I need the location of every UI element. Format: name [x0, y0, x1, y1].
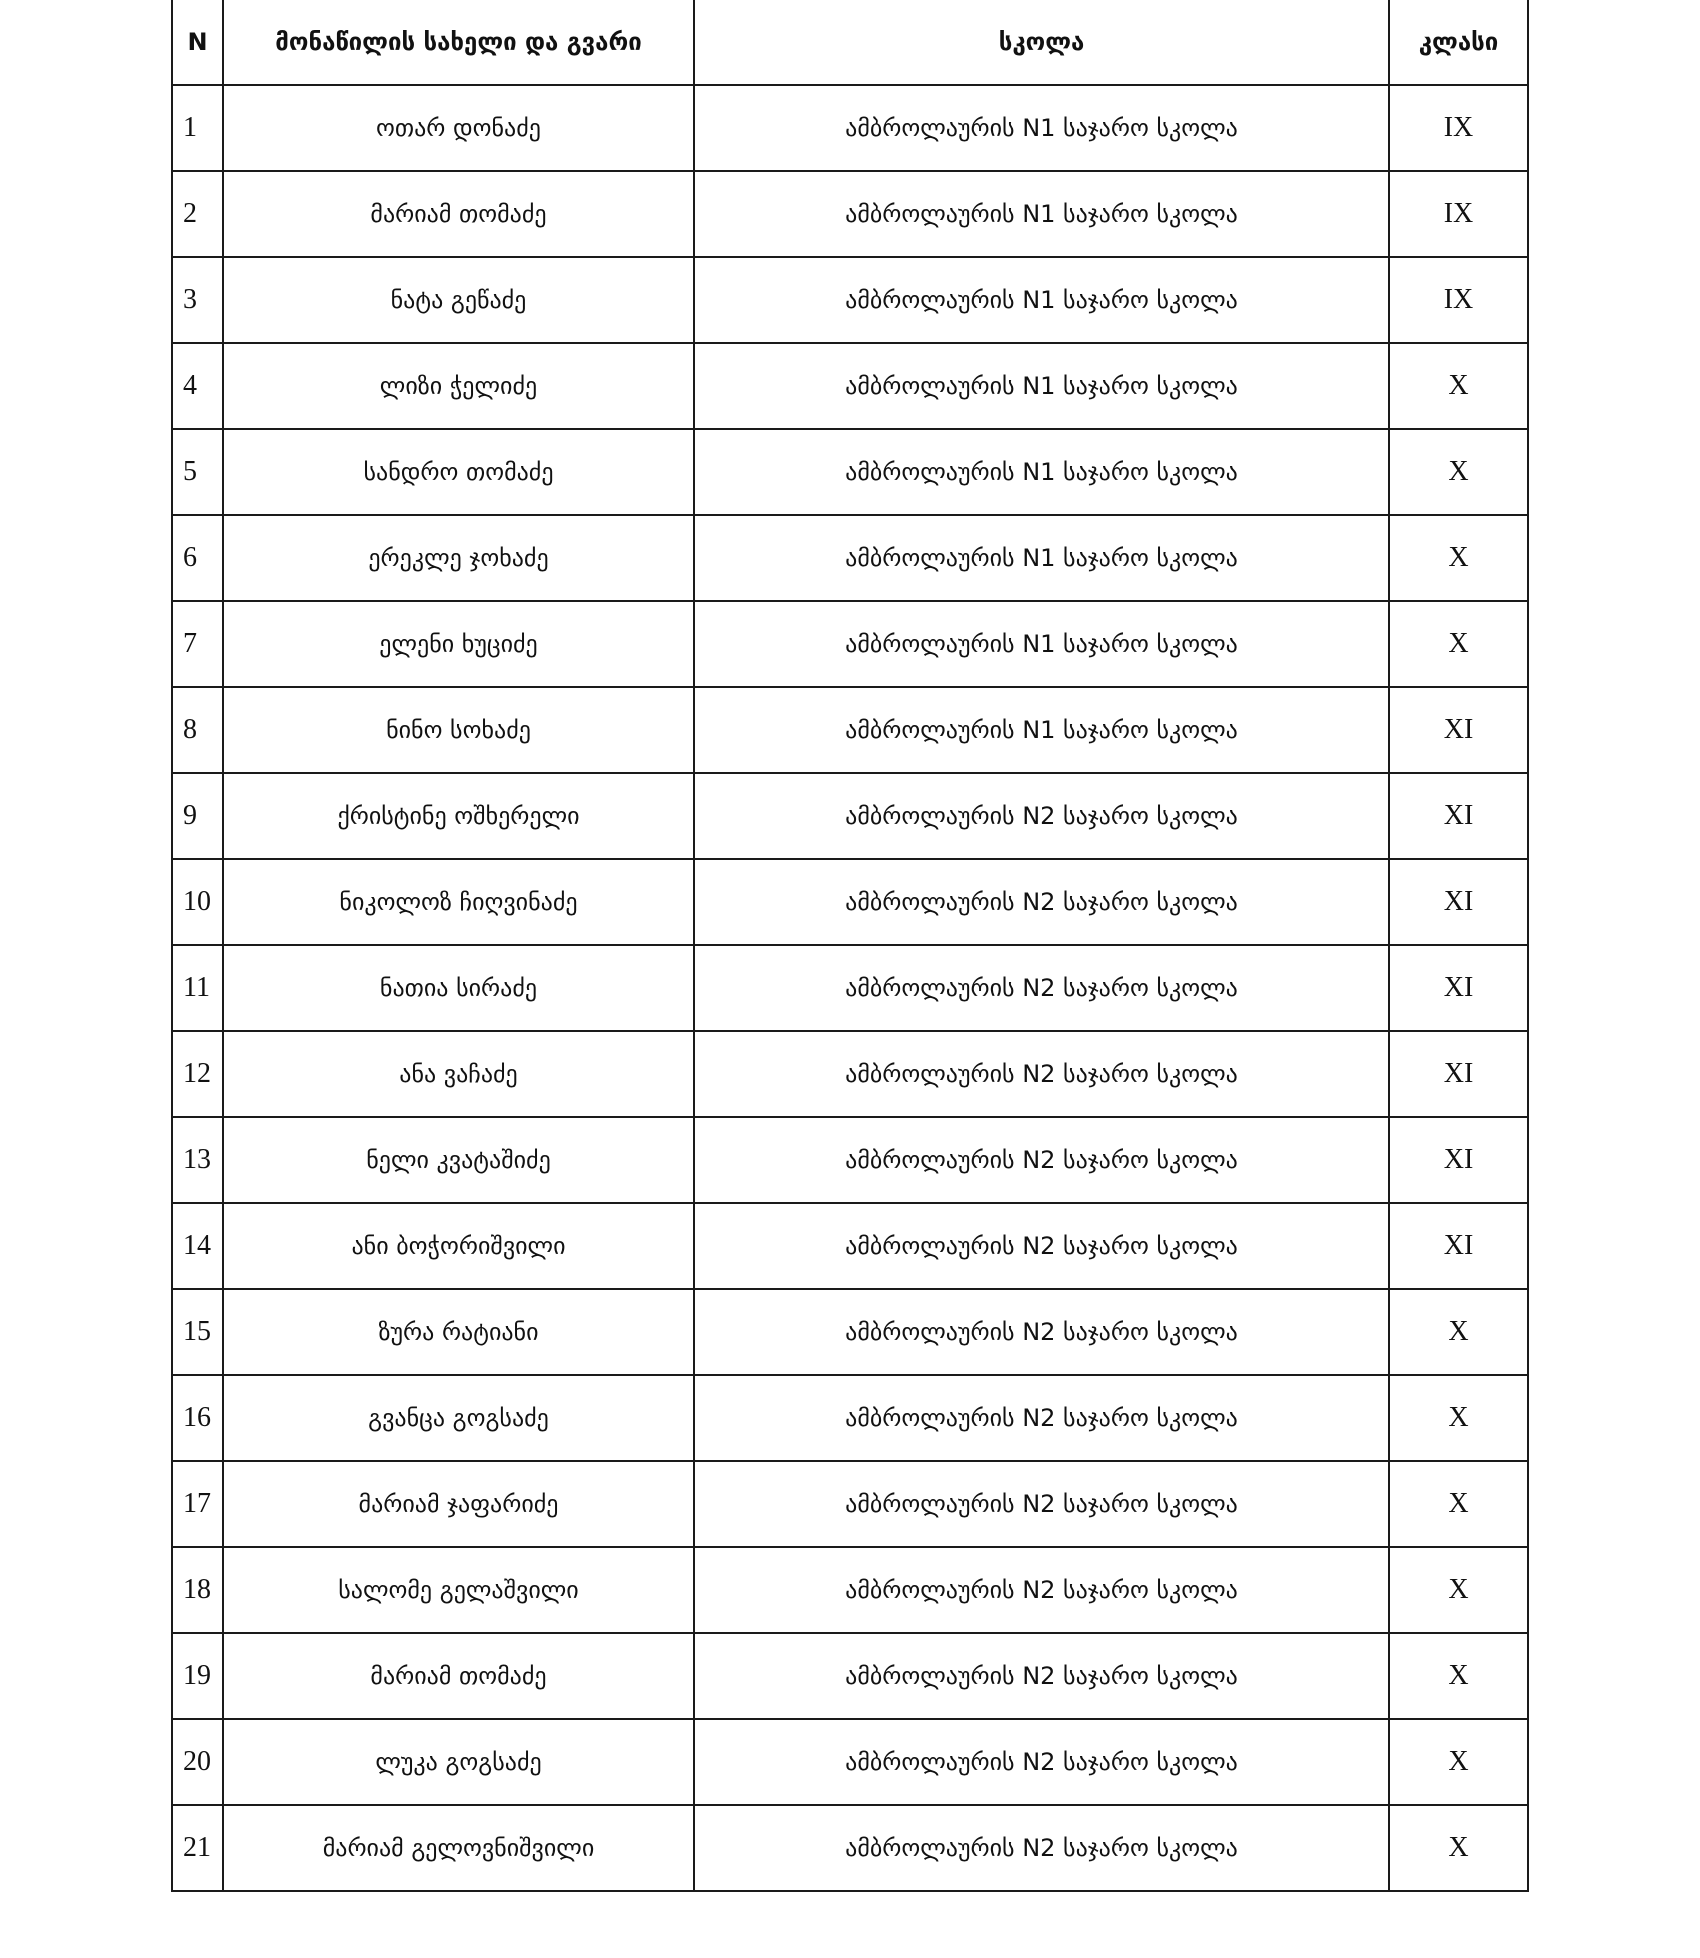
participant-name: ნათია სირაძე [223, 945, 694, 1031]
row-number: 17 [172, 1461, 223, 1547]
grade-value: IX [1389, 171, 1528, 257]
header-number: N [172, 0, 223, 85]
grade-value: XI [1389, 945, 1528, 1031]
row-number: 11 [172, 945, 223, 1031]
table-row [172, 1805, 1528, 1891]
grade-value: X [1389, 515, 1528, 601]
table-row [172, 859, 1528, 945]
row-number: 6 [172, 515, 223, 601]
table-row [172, 1719, 1528, 1805]
row-number: 12 [172, 1031, 223, 1117]
school-name: ამბროლაურის N1 საჯარო სკოლა [694, 515, 1389, 601]
school-name: ამბროლაურის N2 საჯარო სკოლა [694, 1031, 1389, 1117]
school-name: ამბროლაურის N2 საჯარო სკოლა [694, 1375, 1389, 1461]
grade-value: IX [1389, 85, 1528, 171]
grade-value: XI [1389, 1031, 1528, 1117]
table-row [172, 171, 1528, 257]
table-row [172, 1117, 1528, 1203]
participant-name: ოთარ დონაძე [223, 85, 694, 171]
participant-name: ნინო სოხაძე [223, 687, 694, 773]
grade-value: XI [1389, 687, 1528, 773]
table-row [172, 1031, 1528, 1117]
grade-value: XI [1389, 859, 1528, 945]
school-name: ამბროლაურის N2 საჯარო სკოლა [694, 945, 1389, 1031]
row-number: 20 [172, 1719, 223, 1805]
participant-name: ლიზი ჭელიძე [223, 343, 694, 429]
participant-name: ზურა რატიანი [223, 1289, 694, 1375]
header-school: სკოლა [694, 0, 1389, 85]
grade-value: X [1389, 1375, 1528, 1461]
participant-name: მარიამ თომაძე [223, 171, 694, 257]
school-name: ამბროლაურის N1 საჯარო სკოლა [694, 85, 1389, 171]
school-name: ამბროლაურის N2 საჯარო სკოლა [694, 1547, 1389, 1633]
row-number: 13 [172, 1117, 223, 1203]
row-number: 21 [172, 1805, 223, 1891]
grade-value: X [1389, 1719, 1528, 1805]
row-number: 8 [172, 687, 223, 773]
school-name: ამბროლაურის N1 საჯარო სკოლა [694, 429, 1389, 515]
school-name: ამბროლაურის N1 საჯარო სკოლა [694, 687, 1389, 773]
participant-name: გვანცა გოგსაძე [223, 1375, 694, 1461]
table-row [172, 343, 1528, 429]
header-participant-name: მონაწილის სახელი და გვარი [223, 0, 694, 85]
grade-value: XI [1389, 1203, 1528, 1289]
row-number: 14 [172, 1203, 223, 1289]
table-row [172, 687, 1528, 773]
participant-name: მარიამ გელოვნიშვილი [223, 1805, 694, 1891]
school-name: ამბროლაურის N2 საჯარო სკოლა [694, 1203, 1389, 1289]
grade-value: X [1389, 429, 1528, 515]
row-number: 15 [172, 1289, 223, 1375]
school-name: ამბროლაურის N1 საჯარო სკოლა [694, 601, 1389, 687]
grade-value: X [1389, 1547, 1528, 1633]
school-name: ამბროლაურის N2 საჯარო სკოლა [694, 1805, 1389, 1891]
row-number: 18 [172, 1547, 223, 1633]
header-grade: კლასი [1389, 0, 1528, 85]
school-name: ამბროლაურის N2 საჯარო სკოლა [694, 859, 1389, 945]
participant-name: ანა ვაჩაძე [223, 1031, 694, 1117]
participant-name: სალომე გელაშვილი [223, 1547, 694, 1633]
row-number: 7 [172, 601, 223, 687]
header-row [172, 0, 1528, 85]
participant-name: მარიამ თომაძე [223, 1633, 694, 1719]
school-name: ამბროლაურის N2 საჯარო სკოლა [694, 1289, 1389, 1375]
grade-value: X [1389, 1805, 1528, 1891]
table-row [172, 601, 1528, 687]
table-row [172, 85, 1528, 171]
table-row [172, 1289, 1528, 1375]
table-row [172, 1633, 1528, 1719]
grade-value: XI [1389, 1117, 1528, 1203]
school-name: ამბროლაურის N2 საჯარო სკოლა [694, 1117, 1389, 1203]
row-number: 5 [172, 429, 223, 515]
table-row [172, 515, 1528, 601]
participant-name: მარიამ ჯაფარიძე [223, 1461, 694, 1547]
school-name: ამბროლაურის N2 საჯარო სკოლა [694, 1461, 1389, 1547]
participant-name: ერეკლე ჯოხაძე [223, 515, 694, 601]
row-number: 19 [172, 1633, 223, 1719]
school-name: ამბროლაურის N2 საჯარო სკოლა [694, 773, 1389, 859]
participant-name: ნელი კვატაშიძე [223, 1117, 694, 1203]
grade-value: XI [1389, 773, 1528, 859]
participant-name: ნატა გეწაძე [223, 257, 694, 343]
table-row [172, 1461, 1528, 1547]
row-number: 9 [172, 773, 223, 859]
row-number: 3 [172, 257, 223, 343]
grade-value: X [1389, 601, 1528, 687]
participant-name: ქრისტინე ოშხერელი [223, 773, 694, 859]
row-number: 16 [172, 1375, 223, 1461]
school-name: ამბროლაურის N1 საჯარო სკოლა [694, 171, 1389, 257]
participant-name: ლუკა გოგსაძე [223, 1719, 694, 1805]
participants-table [171, 0, 1529, 1892]
participant-name: ანი ბოჭორიშვილი [223, 1203, 694, 1289]
table-header [172, 0, 1528, 85]
table-row [172, 1547, 1528, 1633]
school-name: ამბროლაურის N2 საჯარო სკოლა [694, 1633, 1389, 1719]
grade-value: X [1389, 1461, 1528, 1547]
school-name: ამბროლაურის N1 საჯარო სკოლა [694, 343, 1389, 429]
grade-value: X [1389, 1633, 1528, 1719]
grade-value: X [1389, 1289, 1528, 1375]
table-row [172, 1375, 1528, 1461]
participant-name: ნიკოლოზ ჩიღვინაძე [223, 859, 694, 945]
table-row [172, 429, 1528, 515]
row-number: 4 [172, 343, 223, 429]
row-number: 10 [172, 859, 223, 945]
table-row [172, 773, 1528, 859]
school-name: ამბროლაურის N1 საჯარო სკოლა [694, 257, 1389, 343]
grade-value: X [1389, 343, 1528, 429]
table-row [172, 257, 1528, 343]
table-row [172, 1203, 1528, 1289]
participant-name: სანდრო თომაძე [223, 429, 694, 515]
table-body [172, 85, 1528, 1891]
row-number: 1 [172, 85, 223, 171]
participant-name: ელენი ხუციძე [223, 601, 694, 687]
school-name: ამბროლაურის N2 საჯარო სკოლა [694, 1719, 1389, 1805]
grade-value: IX [1389, 257, 1528, 343]
row-number: 2 [172, 171, 223, 257]
table-row [172, 945, 1528, 1031]
